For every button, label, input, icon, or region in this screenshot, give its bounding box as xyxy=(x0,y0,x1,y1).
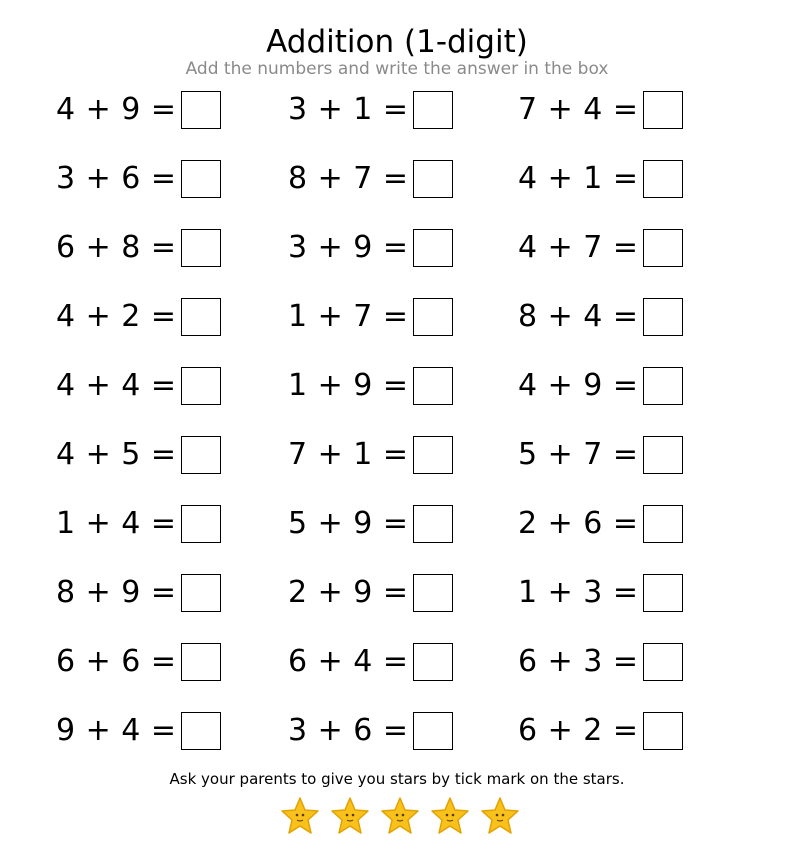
star-icon[interactable] xyxy=(480,796,520,838)
problem-expression: 5 + 7 = xyxy=(518,437,639,472)
addition-problem xyxy=(288,640,453,684)
answer-box[interactable] xyxy=(643,91,683,129)
problem-expression: 4 + 9 = xyxy=(56,92,177,127)
answer-box[interactable] xyxy=(643,298,683,336)
answer-box[interactable] xyxy=(181,505,221,543)
addition-problem xyxy=(56,226,221,270)
answer-box[interactable] xyxy=(643,229,683,267)
addition-problem xyxy=(56,364,221,408)
problem-expression: 9 + 4 = xyxy=(56,713,177,748)
problem-expression: 7 + 4 = xyxy=(518,92,639,127)
addition-problem xyxy=(518,433,683,477)
problem-expression: 2 + 9 = xyxy=(288,575,409,610)
problem-expression: 4 + 1 = xyxy=(518,161,639,196)
problem-expression: 4 + 4 = xyxy=(56,368,177,403)
answer-box[interactable] xyxy=(181,643,221,681)
answer-box[interactable] xyxy=(181,91,221,129)
problem-expression: 1 + 7 = xyxy=(288,299,409,334)
addition-problem xyxy=(518,226,683,270)
answer-box[interactable] xyxy=(413,505,453,543)
problem-expression: 1 + 9 = xyxy=(288,368,409,403)
answer-box[interactable] xyxy=(181,367,221,405)
answer-box[interactable] xyxy=(643,574,683,612)
answer-box[interactable] xyxy=(181,436,221,474)
addition-problem xyxy=(56,571,221,615)
addition-problem xyxy=(56,640,221,684)
problem-expression: 3 + 6 = xyxy=(288,713,409,748)
star-icon[interactable] xyxy=(380,796,420,838)
addition-problem xyxy=(288,295,453,339)
problem-expression: 3 + 1 = xyxy=(288,92,409,127)
answer-box[interactable] xyxy=(643,367,683,405)
addition-problem xyxy=(288,226,453,270)
problem-expression: 3 + 9 = xyxy=(288,230,409,265)
worksheet-title: Addition (1-digit) xyxy=(266,24,528,60)
problem-expression: 4 + 2 = xyxy=(56,299,177,334)
footer-note: Ask your parents to give you stars by tick mark on the stars. xyxy=(169,770,625,788)
answer-box[interactable] xyxy=(413,367,453,405)
answer-box[interactable] xyxy=(643,160,683,198)
problem-expression: 1 + 4 = xyxy=(56,506,177,541)
addition-problem xyxy=(56,502,221,546)
problem-expression: 6 + 3 = xyxy=(518,644,639,679)
addition-problem xyxy=(518,295,683,339)
addition-problem xyxy=(288,709,453,753)
answer-box[interactable] xyxy=(413,229,453,267)
addition-problem xyxy=(518,88,683,132)
answer-box[interactable] xyxy=(413,298,453,336)
addition-problem xyxy=(288,88,453,132)
answer-box[interactable] xyxy=(413,91,453,129)
addition-problem xyxy=(288,502,453,546)
addition-problem xyxy=(518,571,683,615)
problem-expression: 3 + 6 = xyxy=(56,161,177,196)
problem-expression: 8 + 4 = xyxy=(518,299,639,334)
answer-box[interactable] xyxy=(181,229,221,267)
answer-box[interactable] xyxy=(643,643,683,681)
answer-box[interactable] xyxy=(413,436,453,474)
addition-problem xyxy=(288,433,453,477)
problem-expression: 8 + 7 = xyxy=(288,161,409,196)
problem-expression: 6 + 4 = xyxy=(288,644,409,679)
addition-problem xyxy=(288,157,453,201)
addition-problem xyxy=(518,364,683,408)
answer-box[interactable] xyxy=(181,298,221,336)
answer-box[interactable] xyxy=(413,712,453,750)
addition-problem xyxy=(518,640,683,684)
answer-box[interactable] xyxy=(181,712,221,750)
answer-box[interactable] xyxy=(413,574,453,612)
addition-problem xyxy=(56,157,221,201)
problem-expression: 7 + 1 = xyxy=(288,437,409,472)
problem-expression: 4 + 7 = xyxy=(518,230,639,265)
star-icon[interactable] xyxy=(280,796,320,838)
answer-box[interactable] xyxy=(181,160,221,198)
answer-box[interactable] xyxy=(643,505,683,543)
addition-problem xyxy=(56,88,221,132)
problem-expression: 4 + 5 = xyxy=(56,437,177,472)
worksheet-instructions: Add the numbers and write the answer in the box xyxy=(185,59,609,79)
answer-box[interactable] xyxy=(181,574,221,612)
star-icon[interactable] xyxy=(330,796,370,838)
problem-expression: 4 + 9 = xyxy=(518,368,639,403)
problem-expression: 2 + 6 = xyxy=(518,506,639,541)
problem-expression: 6 + 8 = xyxy=(56,230,177,265)
addition-problem xyxy=(56,433,221,477)
star-icon[interactable] xyxy=(430,796,470,838)
problem-expression: 8 + 9 = xyxy=(56,575,177,610)
star-rating xyxy=(280,796,520,838)
answer-box[interactable] xyxy=(643,436,683,474)
answer-box[interactable] xyxy=(413,160,453,198)
answer-box[interactable] xyxy=(413,643,453,681)
problem-expression: 6 + 2 = xyxy=(518,713,639,748)
addition-problem xyxy=(56,295,221,339)
addition-problem xyxy=(288,364,453,408)
addition-problem xyxy=(56,709,221,753)
addition-problem xyxy=(518,709,683,753)
addition-problem xyxy=(288,571,453,615)
addition-problem xyxy=(518,157,683,201)
answer-box[interactable] xyxy=(643,712,683,750)
problem-expression: 5 + 9 = xyxy=(288,506,409,541)
addition-problem xyxy=(518,502,683,546)
problem-expression: 6 + 6 = xyxy=(56,644,177,679)
problem-expression: 1 + 3 = xyxy=(518,575,639,610)
